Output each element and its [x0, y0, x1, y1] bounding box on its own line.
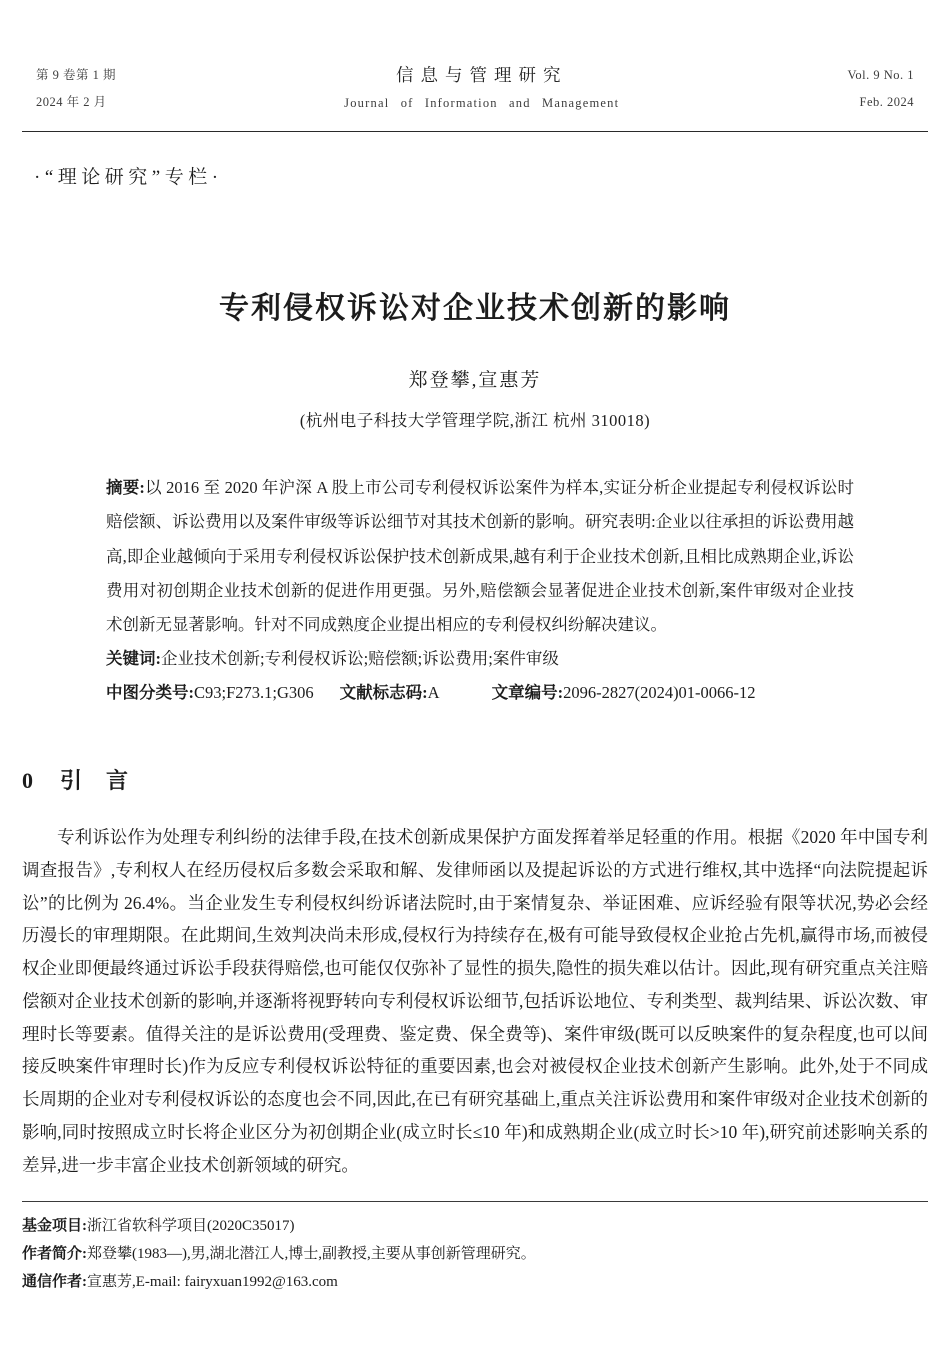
volume-issue-en: Vol. 9 No. 1 — [847, 68, 914, 82]
section-number: 0 — [22, 768, 34, 794]
doc-code-segment — [340, 683, 440, 702]
author-bio-text: 郑登攀(1983—),男,湖北潜江人,博士,副教授,主要从事创新管理研究。 — [87, 1246, 536, 1263]
clc-label: 中图分类号: — [106, 683, 194, 703]
classification-line — [106, 676, 854, 710]
issue-date-cn: 2024 年 2 月 — [36, 94, 107, 109]
header-right — [847, 62, 914, 116]
doc-code-value: A — [427, 683, 440, 703]
footnotes — [22, 1212, 928, 1296]
fund-note — [22, 1212, 928, 1240]
abstract-text: 以 2016 至 2020 年沪深 A 股上市公司专利侵权诉讼案件为样本,实证分析企业提起专利侵权诉讼时赔偿额、诉讼费用以及案件审级等诉讼细节对其技术创新的影响。研究表明:企业以往承担的诉讼费用越高,即企业越倾向于采用专利侵权诉讼保护技术创新成果,越有利于企业技术创新,且相比成熟期企业,诉讼费用对初创期企业技术创新的促进作用更强。另外,赔偿额会显著促进企业技术创新,案件审级对企业技术创新无显著影响。针对不同成熟度企业提出相应的专利侵权纠纷解决建议。 — [106, 478, 854, 634]
footnote-divider — [22, 1201, 928, 1202]
article-title: 专利侵权诉讼对企业技术创新的影响 — [219, 292, 731, 326]
keywords-text: 企业技术创新;专利侵权诉讼;赔偿额;诉讼费用;案件审级 — [161, 649, 559, 669]
article-no-label: 文章编号: — [491, 683, 564, 703]
article-no-value: 2096-2827(2024)01-0066-12 — [563, 683, 756, 703]
column-label: ·“理论研究”专栏· — [34, 167, 223, 189]
authors: 郑登攀,宣惠芳 — [408, 370, 542, 392]
fund-text: 浙江省软科学项目(2020C35017) — [87, 1218, 295, 1235]
journal-name-cn: 信息与管理研究 — [395, 65, 568, 85]
corresponding-author-text: 宣惠芳,E-mail: fairyxuan1992@163.com — [87, 1274, 338, 1291]
keywords-line — [106, 642, 854, 676]
clc-segment — [106, 683, 314, 702]
abstract-block — [106, 471, 854, 710]
author-bio-label: 作者简介: — [22, 1246, 87, 1263]
section-heading-introduction — [22, 764, 928, 795]
body-paragraph: 专利诉讼作为处理专利纠纷的法律手段,在技术创新成果保护方面发挥着举足轻重的作用。根据《2020 年中国专利调查报告》,专利权人在经历侵权后多数会采取和解、发律师函以及提起诉讼的方式进行维权,其中选择“向法院提起诉讼”的比例为 26.4%。当企业发生专利侵权纠纷诉诸法院时,由于案情复杂、举证困难、应诉经验有限等状况,势必会经历漫长的审理期限。在此期间,生效判决尚未形成,侵权行为持续存在,极有可能导致侵权企业抢占先机,赢得市场,而被侵权企业即便最终通过诉讼手段获得赔偿,也可能仅仅弥补了显性的损失,隐性的损失难以估计。因此,现有研究重点关注赔偿额对企业技术创新的影响,并逐渐将视野转向专利侵权诉讼细节,包括诉讼地位、专利类型、裁判结果、诉讼次数、审理时长等要素。值得关注的是诉讼费用(受理费、鉴定费、保全费等)、案件审级(既可以反映案件的复杂程度,也可以间接反映案件审理时长)作为反应专利侵权诉讼特征的重要因素,也会对被侵权企业技术创新产生影响。此外,处于不同成长周期的企业对专利侵权诉讼的态度也会不同,因此,在已有研究基础上,重点关注诉讼费用和案件审级对企业技术创新的影响,同时按照成立时长将企业区分为初创期企业(成立时长≤10 年)和成熟期企业(成立时长>10 年),研究前述影响关系的差异,进一步丰富企业技术创新领域的研究。 — [22, 827, 928, 1175]
journal-header — [22, 62, 928, 116]
affiliation: (杭州电子科技大学管理学院,浙江 杭州 310018) — [299, 411, 651, 431]
clc-value: C93;F273.1;G306 — [194, 683, 314, 703]
article-no-segment — [492, 683, 756, 702]
section-title: 引 言 — [60, 768, 130, 794]
abstract — [106, 471, 854, 642]
corresponding-author-note — [22, 1268, 928, 1296]
header-divider — [22, 131, 928, 133]
corresponding-author-label: 通信作者: — [22, 1274, 87, 1291]
issue-date-en: Feb. 2024 — [859, 94, 914, 109]
volume-issue-cn: 第 9 卷第 1 期 — [36, 68, 117, 82]
doc-code-label: 文献标志码: — [339, 683, 428, 703]
abstract-label: 摘要: — [106, 478, 145, 498]
author-bio-note — [22, 1240, 928, 1268]
header-center — [116, 62, 847, 111]
header-left — [36, 62, 116, 116]
journal-name-en: Journal of Information and Management — [344, 96, 620, 110]
keywords-label: 关键词: — [106, 649, 161, 669]
fund-label: 基金项目: — [22, 1218, 87, 1235]
